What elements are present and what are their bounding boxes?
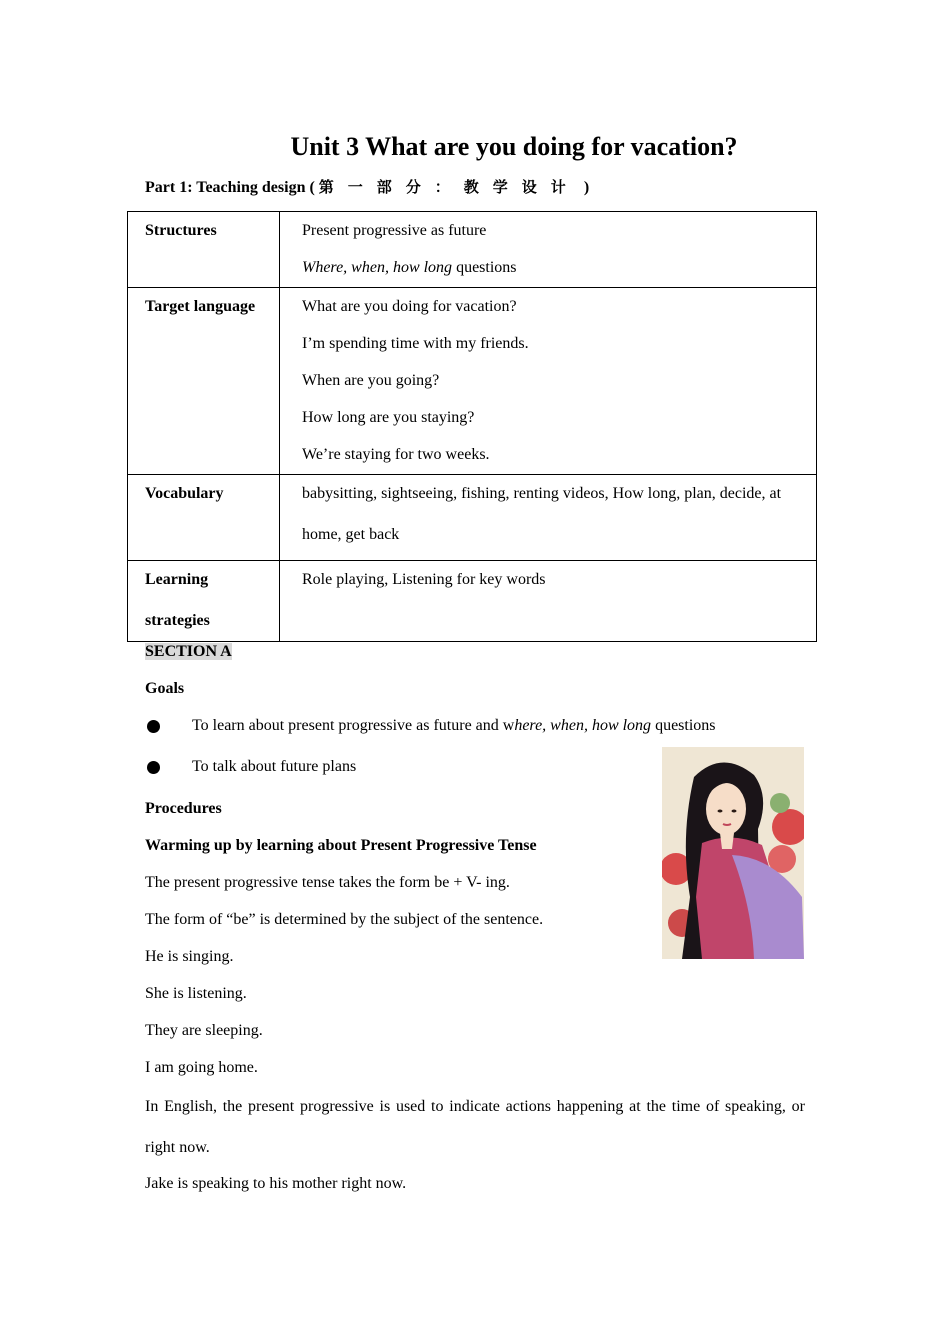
teaching-design-table: [127, 211, 817, 642]
table-row: [128, 561, 817, 642]
target-line: What are you doing for vacation?: [302, 298, 517, 315]
table-row: [128, 288, 817, 475]
goal-text-start: To learn about present progressive as future and w: [192, 717, 515, 734]
warmup-heading: Warming up by learning about Present Progressive Tense: [145, 837, 537, 854]
row-header-line: strategies: [145, 612, 210, 629]
row-header: Structures: [128, 212, 280, 288]
strategies-text: Role playing, Listening for key words: [302, 571, 546, 588]
target-line: How long are you staying?: [302, 409, 475, 426]
body-line: The present progressive tense takes the form be + V- ing.: [145, 874, 510, 891]
part-heading-close: ): [583, 179, 590, 196]
bullet-icon: [147, 720, 160, 733]
target-line: When are you going?: [302, 372, 440, 389]
example-sentence: Jake is speaking to his mother right now.: [145, 1175, 407, 1192]
section-heading: [145, 643, 232, 661]
section-label: SECTION A: [145, 643, 232, 660]
example-sentence: They are sleeping.: [145, 1022, 263, 1039]
procedures-heading: Procedures: [145, 800, 222, 817]
bullet-icon: [147, 761, 160, 774]
row-header-line: Learning: [145, 571, 209, 588]
vocabulary-text: babysitting, sightseeing, fishing, renting videos, How long, plan, decide, at home, get back: [302, 485, 782, 543]
row-header: Target language: [128, 288, 280, 475]
row-value: [280, 212, 817, 288]
row-value: [280, 475, 817, 561]
part-heading: [145, 176, 589, 197]
italic-words: Where, when, how long: [302, 259, 453, 276]
row-value: [280, 288, 817, 475]
example-sentence: She is listening.: [145, 985, 247, 1002]
part-heading-cjk: 第一部分：教学设计: [318, 178, 580, 196]
illustration-image: [662, 747, 804, 959]
goal-text: To talk about future plans: [192, 758, 357, 775]
part-heading-en: Part 1: Teaching design (: [145, 179, 315, 196]
structure-line-2: [302, 249, 810, 286]
row-header: Vocabulary: [128, 475, 280, 561]
plain-words: questions: [452, 259, 517, 276]
goal-text: [192, 717, 716, 735]
explanation-paragraph: In English, the present progressive is used to indicate actions happening at the time of speaking, or right now.: [145, 1098, 805, 1156]
row-value: [280, 561, 817, 642]
row-header: [128, 561, 280, 642]
illustration-svg: [662, 747, 804, 959]
structure-line: Present progressive as future: [302, 222, 487, 239]
document-title: Unit 3 What are you doing for vacation?: [290, 132, 738, 161]
table-row: [128, 475, 817, 561]
example-sentence: He is singing.: [145, 948, 234, 965]
target-line: We’re staying for two weeks.: [302, 446, 490, 463]
goal-text-italic: here, when, how long: [514, 717, 652, 734]
goals-heading: Goals: [145, 680, 185, 697]
table-row: [128, 212, 817, 288]
target-line: I’m spending time with my friends.: [302, 335, 529, 352]
body-line: The form of “be” is determined by the subject of the sentence.: [145, 911, 544, 928]
goal-text-end: questions: [651, 717, 716, 734]
example-sentence: I am going home.: [145, 1059, 258, 1076]
